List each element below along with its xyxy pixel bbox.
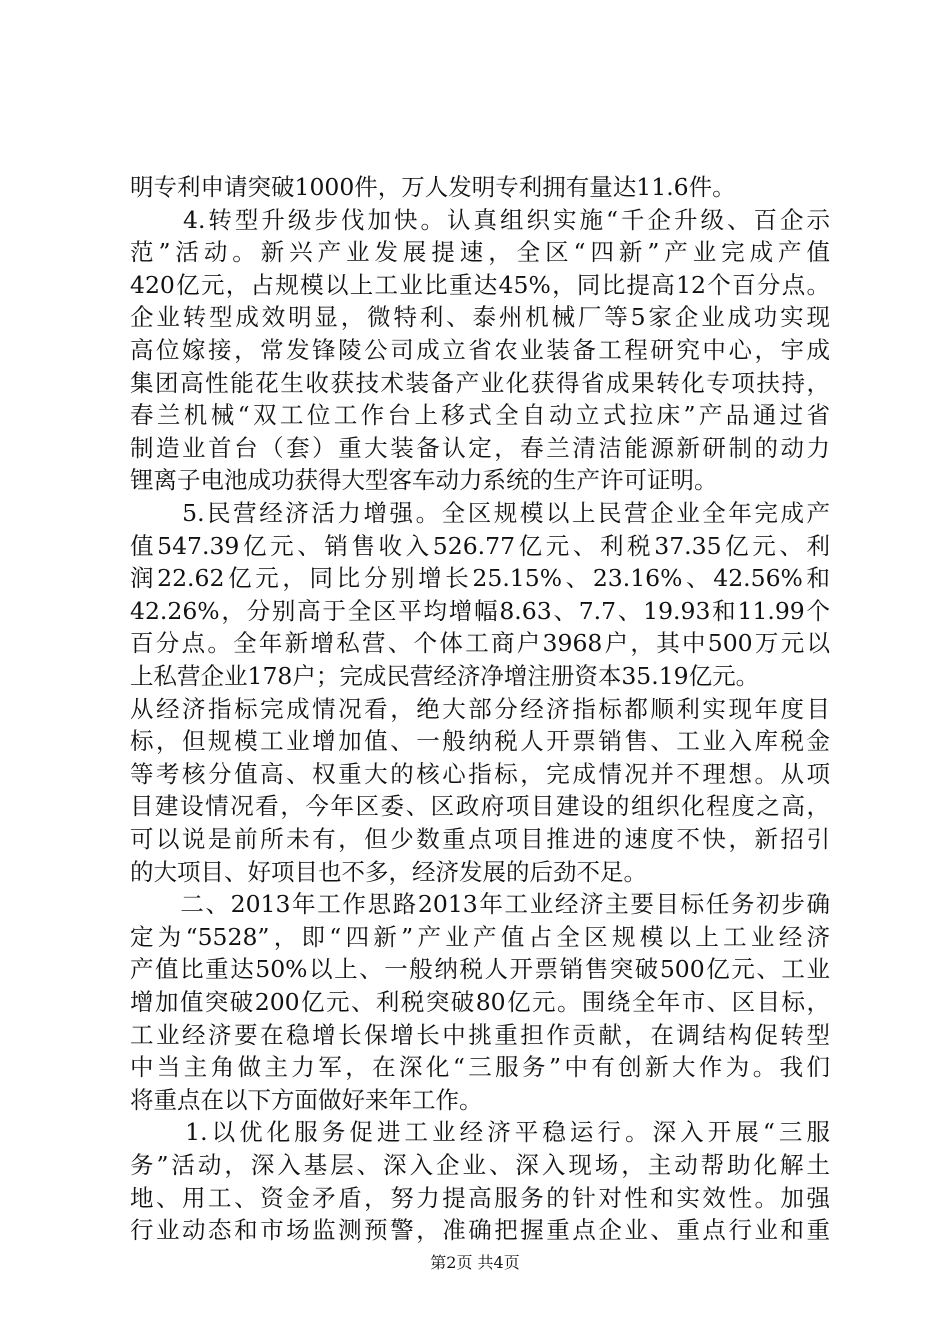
text-line: 中当主角做主力军，在深化“三服务”中有创新大作为。我们 xyxy=(130,1053,830,1082)
text-line: 锂离子电池成功获得大型客车动力系统的生产许可证明。 xyxy=(130,466,718,495)
text-line: 集团高性能花生收获技术装备产业化获得省成果转化专项扶持， xyxy=(130,368,830,397)
text-line: 将重点在以下方面做好来年工作。 xyxy=(130,1085,483,1114)
text-line: 420亿元，占规模以上工业比重达45%，同比提高12个百分点。 xyxy=(130,270,830,299)
text-line: 5.民营经济活力增强。全区规模以上民营企业全年完成产 xyxy=(130,499,830,527)
text-line: 标，但规模工业增加值、一般纳税人开票销售、工业入库税金 xyxy=(130,727,830,756)
text-line: 增加值突破200亿元、利税突破80亿元。围绕全年市、区目标， xyxy=(130,988,830,1016)
text-line: 高位嫁接，常发锋陵公司成立省农业装备工程研究中心，宇成 xyxy=(130,336,830,364)
text-line: 制造业首台（套）重大装备认定，春兰清洁能源新研制的动力 xyxy=(130,433,830,462)
text-line: 目建设情况看，今年区委、区政府项目建设的组织化程度之高， xyxy=(130,792,830,821)
text-line: 地、用工、资金矛盾，努力提高服务的针对性和实效性。加强 xyxy=(130,1183,830,1212)
text-line: 润22.62亿元，同比分别增长25.15%、23.16%、42.56%和 xyxy=(130,564,830,593)
text-line: 上私营企业178户；完成民营经济净增注册资本35.19亿元。 xyxy=(130,662,760,690)
text-line: 春兰机械“双工位工作台上移式全自动立式拉床”产品通过省 xyxy=(130,401,830,430)
text-line: 务”活动，深入基层、深入企业、深入现场，主动帮助化解土 xyxy=(130,1151,830,1179)
text-line: 百分点。全年新增私营、个体工商户3968户，其中500万元以 xyxy=(130,629,830,658)
text-line: 二、2013年工作思路2013年工业经济主要目标任务初步确 xyxy=(130,890,830,919)
text-line: 企业转型成效明显，微特利、泰州机械厂等5家企业成功实现 xyxy=(130,303,830,332)
text-line: 42.26%，分别高于全区平均增幅8.63、7.7、19.93和11.99个 xyxy=(130,596,830,625)
text-line: 的大项目、好项目也不多，经济发展的后劲不足。 xyxy=(130,857,647,886)
page-footer: 第2页 共4页 xyxy=(430,1253,520,1272)
text-line: 4.转型升级步伐加快。认真组织实施“千企升级、百企示 xyxy=(130,205,830,234)
text-line: 等考核分值高、权重大的核心指标，完成情况并不理想。从项 xyxy=(130,759,830,788)
text-line: 明专利申请突破1000件，万人发明专利拥有量达11.6件。 xyxy=(130,173,736,201)
text-line: 产值比重达50%以上、一般纳税人开票销售突破500亿元、工业 xyxy=(130,955,830,984)
text-line: 值547.39亿元、销售收入526.77亿元、利税37.35亿元、利 xyxy=(130,531,830,560)
text-line: 1.以优化服务促进工业经济平稳运行。深入开展“三服 xyxy=(130,1118,830,1147)
text-line: 从经济指标完成情况看，绝大部分经济指标都顺利实现年度目 xyxy=(130,694,830,723)
text-line: 定为“5528”，即“四新”产业产值占全区规模以上工业经济 xyxy=(130,922,830,951)
text-line: 工业经济要在稳增长保增长中挑重担作贡献，在调结构促转型 xyxy=(130,1020,830,1049)
text-line: 可以说是前所未有，但少数重点项目推进的速度不快，新招引 xyxy=(130,825,830,853)
text-line: 行业动态和市场监测预警，准确把握重点企业、重点行业和重 xyxy=(130,1216,830,1245)
text-line: 范”活动。新兴产业发展提速，全区“四新”产业完成产值 xyxy=(130,238,830,267)
